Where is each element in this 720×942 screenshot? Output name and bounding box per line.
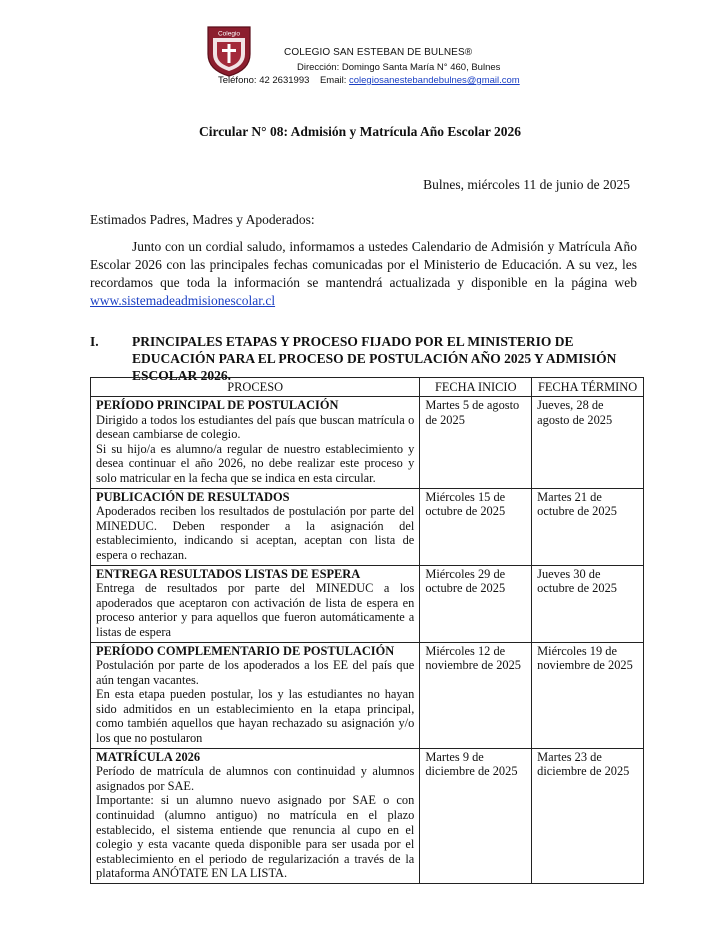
header-fecha-inicio: FECHA INICIO <box>420 378 532 397</box>
end-date-cell: Martes 23 de diciembre de 2025 <box>532 748 644 883</box>
process-cell <box>91 397 420 489</box>
table-row <box>91 642 644 748</box>
document-date: Bulnes, miércoles 11 de junio de 2025 <box>423 177 630 192</box>
process-title: PERÍODO PRINCIPAL DE POSTULACIÓN <box>96 398 339 412</box>
process-description: Apoderados reciben los resultados de postulación por parte del MINEDUC. Deben responder a la asignación del establecimiento, indicando si aceptan, aceptan con lista de espera o rechazan. <box>96 504 415 562</box>
process-cell <box>91 748 420 883</box>
table-row <box>91 565 644 642</box>
process-title: PUBLICACIÓN DE RESULTADOS <box>96 489 290 504</box>
end-date-cell: Miércoles 19 de noviembre de 2025 <box>532 642 644 748</box>
table-row <box>91 397 644 489</box>
admission-website-link[interactable]: www.sistemadeadmisionescolar.cl <box>90 293 276 308</box>
end-date-cell: Jueves 30 de octubre de 2025 <box>532 565 644 642</box>
admission-calendar-table <box>90 377 644 884</box>
process-cell <box>91 565 420 642</box>
email-label: Email: <box>319 75 347 86</box>
start-date-cell: Miércoles 29 de octubre de 2025 <box>420 565 532 642</box>
process-title: ENTREGA RESULTADOS LISTAS DE ESPERA <box>96 566 361 581</box>
process-description: Importante: si un alumno nuevo asignado por SAE o con continuidad (alumno antiguo) no matrícula en el plazo establecido, el sistema entiende que renuncia al cupo en el colegio y esta vacante queda disponible para ser usada por el establecimiento en el periodo de regularización a través de la plataforma ANÓTATE EN LA LISTA. <box>96 793 415 881</box>
process-description: Dirigido a todos los estudiantes del país que buscan matrícula o desean cambiarse de colegio. <box>96 412 415 442</box>
process-description: En esta etapa pueden postular, los y las estudiantes no hayan sido admitidos en un establecimiento en la etapa principal, como también aquellos que hayan rechazado su asignación y/o los que no postularon <box>96 687 415 746</box>
process-description: Si su hijo/a es alumno/a regular de nuestro establecimiento y desea continuar el año 2026, no debe realizar este proceso y solo matricular en la fecha que se indica en esta circular. <box>96 441 415 485</box>
process-title: MATRÍCULA 2026 <box>96 749 201 764</box>
email-link[interactable]: colegiosanestebandebulnes@gmail.com <box>349 75 520 86</box>
contact-line <box>218 75 520 86</box>
section-number: I. <box>90 334 99 349</box>
process-cell <box>91 642 420 748</box>
intro-text: Junto con un cordial saludo, informamos a ustedes Calendario de Admisión y Matrícula Año Escolar 2026 con las principales fechas comunicadas por el Ministerio de Educación. A su vez, les recordamos que toda la información se mantendrá actualizada y disponible en la página web <box>90 239 637 290</box>
salutation: Estimados Padres, Madres y Apoderados: <box>90 212 315 227</box>
phone-number: Teléfono: 42 2631993 <box>218 75 310 86</box>
start-date-cell: Martes 9 de diciembre de 2025 <box>420 748 532 883</box>
process-description: Período de matrícula de alumnos con continuidad y alumnos asignados por SAE. <box>96 764 415 793</box>
table-header-row <box>91 378 644 397</box>
intro-paragraph <box>90 238 637 310</box>
start-date-cell: Miércoles 12 de noviembre de 2025 <box>420 642 532 748</box>
header-proceso: PROCESO <box>91 378 420 397</box>
process-description: Postulación por parte de los apoderados a los EE del país que aún tengan vacantes. <box>96 658 415 687</box>
letterhead <box>0 0 720 95</box>
end-date-cell: Martes 21 de octubre de 2025 <box>532 488 644 565</box>
school-address: Dirección: Domingo Santa María N° 460, Bulnes <box>297 62 501 73</box>
table-row <box>91 748 644 883</box>
process-description: Entrega de resultados por parte del MINEDUC a los apoderados que aceptaron con activación de lista de espera en proceso anterior y para aquellos que fueron automáticamente a listas de espera <box>96 581 415 639</box>
process-title: PERÍODO COMPLEMENTARIO DE POSTULACIÓN <box>96 643 395 658</box>
start-date-cell: Martes 5 de agosto de 2025 <box>420 397 532 489</box>
section-title: PRINCIPALES ETAPAS Y PROCESO FIJADO POR EL MINISTERIO DE EDUCACIÓN PARA EL PROCESO DE POSTULACIÓN AÑO 2025 Y ADMISIÓN ESCOLAR 2026. <box>132 334 617 383</box>
svg-text:Colegio: Colegio <box>217 30 241 38</box>
process-cell <box>91 488 420 565</box>
circular-title: Circular N° 08: Admisión y Matrícula Año Escolar 2026 <box>199 124 521 139</box>
start-date-cell: Miércoles 15 de octubre de 2025 <box>420 488 532 565</box>
end-date-cell: Jueves, 28 de agosto de 2025 <box>532 397 644 489</box>
school-name: COLEGIO SAN ESTEBAN DE BULNES® <box>284 47 473 58</box>
table-row <box>91 488 644 565</box>
header-fecha-termino: FECHA TÉRMINO <box>532 378 644 397</box>
school-crest-icon <box>205 24 253 78</box>
